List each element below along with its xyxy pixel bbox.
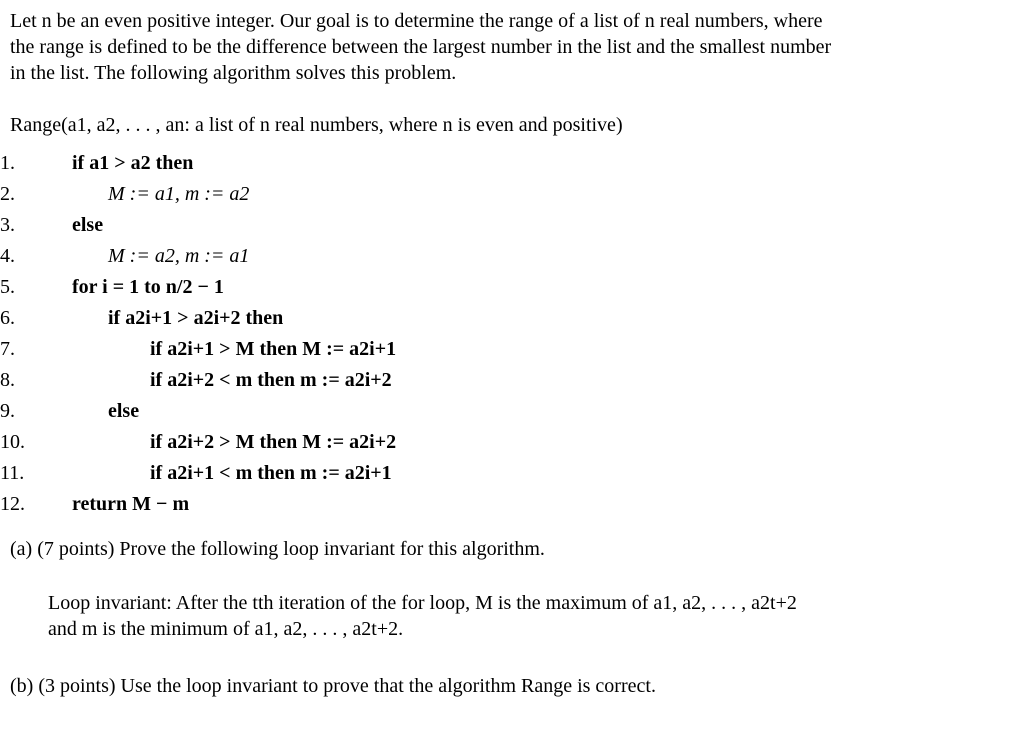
intro-line-3: in the list. The following algorithm solves this problem.	[10, 62, 457, 84]
line-number: 8.	[0, 369, 15, 391]
line-statement: if a2i+1 > M then M := a2i+1	[150, 338, 397, 360]
loop-invariant-box	[48, 590, 978, 642]
line-number: 7.	[0, 338, 15, 360]
intro-paragraph	[10, 8, 1010, 86]
question-part-b: (b) (3 points) Use the loop invariant to prove that the algorithm Range is correct.	[10, 675, 656, 697]
line-number: 12.	[0, 493, 25, 515]
invariant-line-1: Loop invariant: After the tth iteration of the for loop, M is the maximum of a1, a2, . . . , a2t+2	[48, 592, 797, 614]
line-statement: if a2i+1 < m then m := a2i+1	[150, 462, 392, 484]
line-statement: else	[72, 214, 104, 236]
algorithm-header: Range(a1, a2, . . . , an: a list of n real numbers, where n is even and positive)	[10, 114, 623, 136]
line-statement: M := a2, m := a1	[108, 245, 250, 267]
line-number: 10.	[0, 431, 25, 453]
line-statement: if a2i+2 > M then M := a2i+2	[150, 431, 397, 453]
line-statement: if a2i+1 > a2i+2 then	[108, 307, 284, 329]
line-number: 11.	[0, 462, 25, 484]
line-number: 1.	[0, 152, 15, 174]
line-statement: for i = 1 to n/2 − 1	[72, 276, 224, 298]
line-statement: M := a1, m := a2	[108, 183, 250, 205]
line-number: 6.	[0, 307, 15, 329]
question-part-a: (a) (7 points) Prove the following loop invariant for this algorithm.	[10, 538, 545, 560]
invariant-line-2: and m is the minimum of a1, a2, . . . , a2t+2.	[48, 618, 404, 640]
intro-line-2: the range is defined to be the difference between the largest number in the list and the smallest number	[10, 36, 832, 58]
line-statement: return M − m	[72, 493, 190, 515]
line-number: 4.	[0, 245, 15, 267]
line-number: 9.	[0, 400, 15, 422]
line-statement: if a1 > a2 then	[72, 152, 194, 174]
line-statement: else	[108, 400, 140, 422]
line-number: 3.	[0, 214, 15, 236]
intro-line-1: Let n be an even positive integer. Our goal is to determine the range of a list of n real numbers, where	[10, 10, 823, 32]
line-number: 2.	[0, 183, 15, 205]
line-statement: if a2i+2 < m then m := a2i+2	[150, 369, 392, 391]
line-number: 5.	[0, 276, 15, 298]
